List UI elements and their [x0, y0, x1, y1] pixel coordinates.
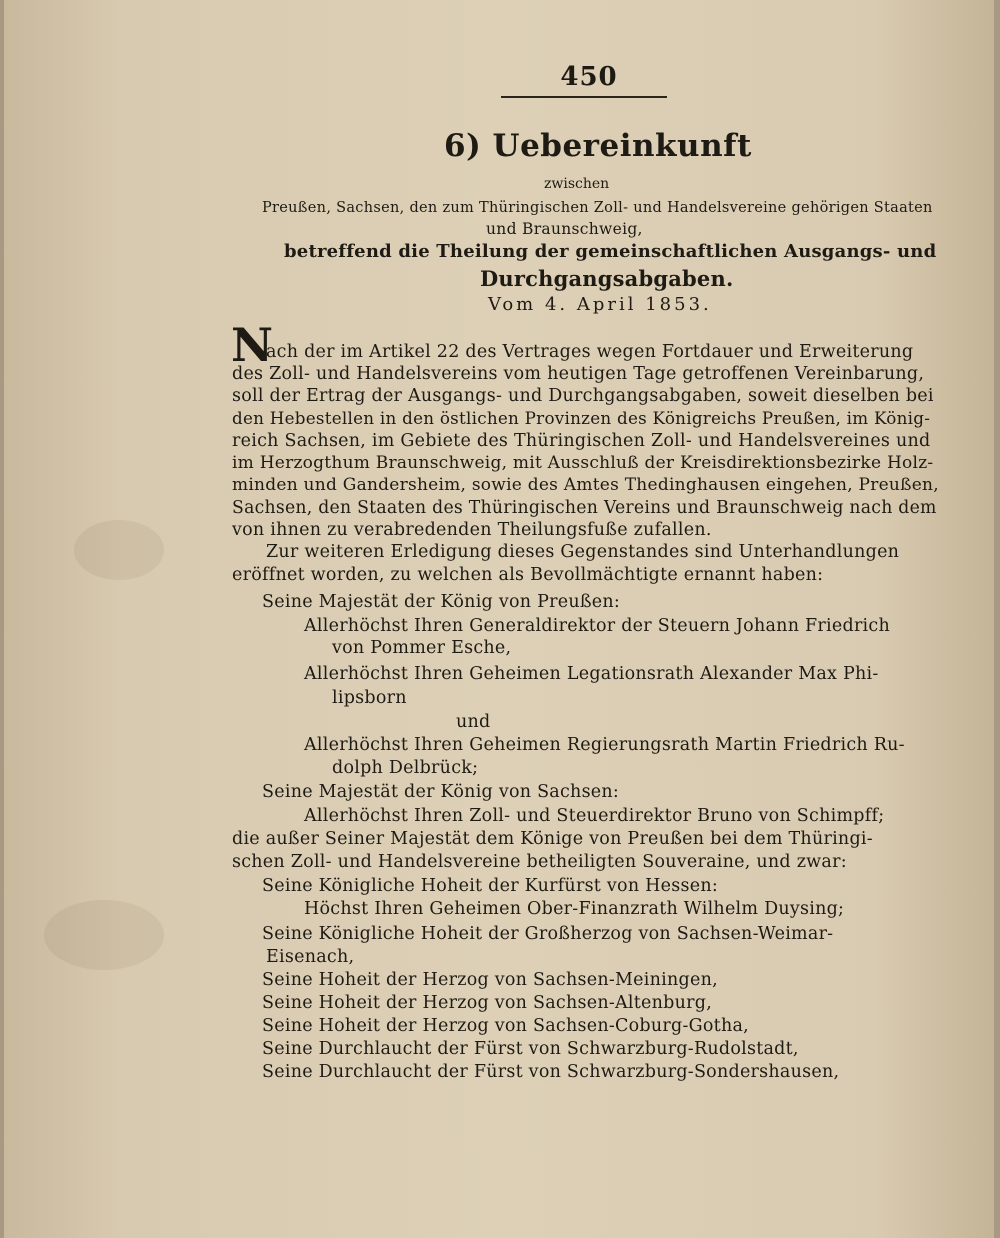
- body-line: des Zoll- und Handelsvereins vom heutigen Tage getroffenen Vereinbarung,: [232, 364, 925, 384]
- body-line: reich Sachsen, im Gebiete des Thüringischen Zoll- und Handelsvereines und: [232, 431, 931, 451]
- body-line: Seine Majestät der König von Preußen:: [262, 592, 621, 612]
- body-line: von ihnen zu verabredenden Theilungsfuße zufallen.: [232, 520, 712, 540]
- body-line: minden und Gandersheim, sowie des Amtes Thedinghausen eingehen, Preußen,: [232, 475, 939, 495]
- body-line: im Herzogthum Braunschweig, mit Ausschluß der Kreisdirektionsbezirke Holz-: [232, 453, 934, 473]
- body-line: Seine Majestät der König von Sachsen:: [262, 782, 620, 802]
- body-line: die außer Seiner Majestät dem Könige von Preußen bei dem Thüringi-: [232, 829, 873, 849]
- title-subject-line-2: Durchgangsabgaben.: [480, 266, 734, 291]
- body-line: schen Zoll- und Handelsvereine betheiligten Souveraine, und zwar:: [232, 852, 847, 872]
- header-rule: [501, 96, 667, 98]
- document-page: [4, 0, 994, 1238]
- document-date: Vom 4. April 1853.: [488, 294, 712, 315]
- drop-cap: N: [231, 318, 274, 372]
- document-title: 6) Uebereinkunft: [444, 128, 752, 164]
- body-line: den Hebestellen in den östlichen Provinzen des Königreichs Preußen, im König-: [232, 408, 931, 428]
- body-line: eröffnet worden, zu welchen als Bevollmächtigte ernannt haben:: [232, 565, 824, 585]
- body-line: Seine Hoheit der Herzog von Sachsen-Altenburg,: [262, 993, 713, 1013]
- body-line: dolph Delbrück;: [332, 758, 479, 778]
- page-number: 450: [560, 62, 618, 92]
- paper-stain: [74, 520, 164, 580]
- body-line: soll der Ertrag der Ausgangs- und Durchgangsabgaben, soweit dieselben bei: [232, 386, 934, 406]
- body-line: Höchst Ihren Geheimen Ober-Finanzrath Wilhelm Duysing;: [304, 899, 845, 919]
- body-line: Seine Durchlaucht der Fürst von Schwarzburg-Sondershausen,: [262, 1062, 840, 1082]
- body-line: von Pommer Esche,: [332, 638, 512, 658]
- body-line: Sachsen, den Staaten des Thüringischen Vereins und Braunschweig nach dem: [232, 498, 937, 518]
- body-line: Eisenach,: [266, 947, 355, 967]
- body-line: Zur weiteren Erledigung dieses Gegenstandes sind Unterhandlungen: [266, 542, 900, 562]
- body-line: und: [456, 712, 491, 732]
- body-line: lipsborn: [332, 688, 407, 708]
- body-line: Seine Hoheit der Herzog von Sachsen-Meiningen,: [262, 970, 718, 990]
- body-line: Seine Königliche Hoheit der Kurfürst von Hessen:: [262, 876, 719, 896]
- title-subject-line-1: betreffend die Theilung der gemeinschaftlichen Ausgangs- und: [284, 241, 937, 262]
- body-line: Allerhöchst Ihren Generaldirektor der Steuern Johann Friedrich: [304, 616, 890, 636]
- body-line: ach der im Artikel 22 des Vertrages wegen Fortdauer und Erweiterung: [266, 342, 914, 362]
- body-line: Allerhöchst Ihren Zoll- und Steuerdirektor Bruno von Schimpff;: [304, 806, 885, 826]
- body-line: Seine Königliche Hoheit der Großherzog von Sachsen-Weimar-: [262, 924, 834, 944]
- paper-stain: [44, 900, 164, 970]
- body-line: Allerhöchst Ihren Geheimen Regierungsrath Martin Friedrich Ru-: [304, 735, 905, 755]
- body-line: Seine Hoheit der Herzog von Sachsen-Coburg-Gotha,: [262, 1016, 749, 1036]
- body-line: Seine Durchlaucht der Fürst von Schwarzburg-Rudolstadt,: [262, 1039, 799, 1059]
- title-parties-line-1: Preußen, Sachsen, den zum Thüringischen Zoll- und Handelsvereine gehörigen Staaten: [262, 200, 933, 216]
- title-zwischen: zwischen: [544, 176, 610, 192]
- title-parties-line-2: und Braunschweig,: [486, 220, 643, 238]
- body-line: Allerhöchst Ihren Geheimen Legationsrath Alexander Max Phi-: [304, 664, 879, 684]
